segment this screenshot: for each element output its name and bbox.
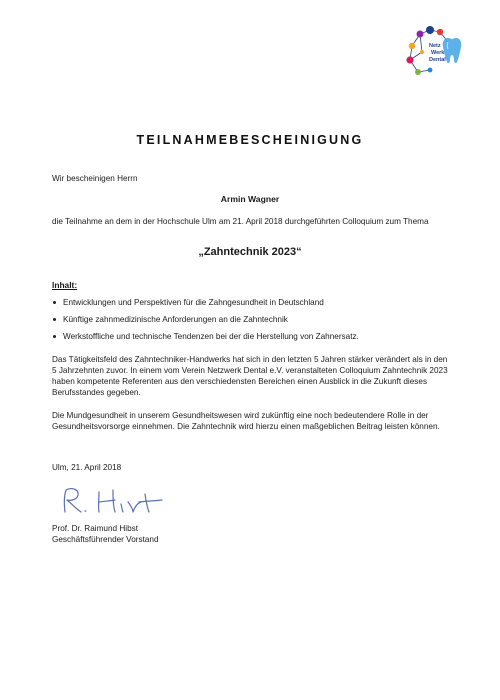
logo-node-red bbox=[437, 29, 443, 35]
colloquium-topic: „Zahntechnik 2023“ bbox=[198, 246, 302, 258]
bullet-icon bbox=[53, 301, 56, 304]
content-item-text: Werkstoffliche und technische Tendenzen bei der die Herstellung von Zahnersatz. bbox=[63, 332, 359, 341]
logo-text-werk: Werk bbox=[431, 50, 445, 56]
paragraph-field-change: Das Tätigkeitsfeld des Zahntechniker-Handwerks hat sich in den letzten 5 Jahren stärker verändert als in den 5 Jahrzehnten zuvor. In einem vom Verein Netzwerk Dental e.V. veranstalteten Colloquium Zahntechnik 2023 haben kompetente Referenten aus den verschiedensten Bereichen einen Ausblick in die Zukunft dieses Berufsstandes gegeben. bbox=[52, 355, 448, 397]
paragraph-oral-health: Die Mundgesundheit in unserem Gesundheitswesen wird zukünftig eine noch bedeutendere Rolle in der Gesundheitsvorsorge einnehmen. Die Zahntechnik wird hierzu einen maßgeblichen Beitrag leisten können. bbox=[52, 411, 440, 431]
content-item-text: Entwicklungen und Perspektiven für die Zahngesundheit in Deutschland bbox=[63, 298, 324, 307]
logo-graphic bbox=[400, 22, 470, 84]
content-heading: Inhalt: bbox=[52, 280, 78, 290]
bullet-icon bbox=[53, 335, 56, 338]
content-list bbox=[52, 297, 452, 348]
content-item-text: Künftige zahnmedizinische Anforderungen an die Zahntechnik bbox=[63, 315, 288, 324]
bullet-icon bbox=[53, 318, 56, 321]
signer-name: Prof. Dr. Raimund Hibst bbox=[52, 524, 138, 533]
place-date: Ulm, 21. April 2018 bbox=[52, 463, 122, 472]
content-item bbox=[52, 314, 452, 325]
participant-name: Armin Wagner bbox=[220, 194, 280, 204]
logo-text-netz: Netz bbox=[429, 43, 441, 49]
participation-text: die Teilnahme an dem in der Hochschule Ulm am 21. April 2018 durchgeführten Colloquium zum Thema bbox=[52, 217, 429, 226]
intro-text: Wir bescheinigen Herrn bbox=[52, 174, 138, 183]
content-item bbox=[52, 297, 452, 308]
logo-node-orange bbox=[409, 43, 415, 49]
signer-role: Geschäftsführender Vorstand bbox=[52, 535, 159, 544]
content-item bbox=[52, 331, 452, 342]
logo-node-purple bbox=[417, 31, 424, 38]
logo-text-dental: Dental bbox=[429, 57, 446, 63]
logo-node-blue bbox=[428, 68, 433, 73]
logo-node-magenta bbox=[406, 56, 413, 63]
logo-node-green bbox=[415, 69, 421, 75]
logo-node-small-orange bbox=[420, 50, 424, 54]
netzwerk-dental-logo bbox=[400, 22, 470, 84]
document-title: TEILNAHMEBESCHEINIGUNG bbox=[136, 133, 364, 147]
logo-node-navy bbox=[426, 26, 434, 34]
handwritten-signature bbox=[55, 484, 175, 518]
